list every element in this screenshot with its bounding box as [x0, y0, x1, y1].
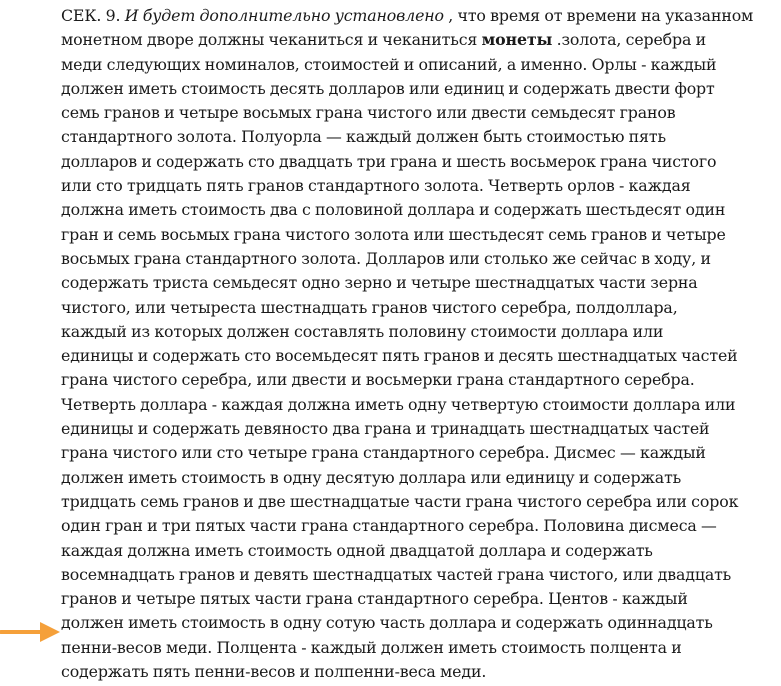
- text-line-6: стандартного золота. Полуорла — каждый должен быть стоимостью пять: [61, 127, 666, 147]
- text-line-20: должен иметь стоимость в одну десятую доллара или единицу и содержать: [61, 467, 682, 487]
- text-line-11: восьмых грана стандартного золота. Долларов или столько же сейчас в ходу, и: [61, 248, 711, 268]
- arrow-right-icon: [0, 620, 62, 644]
- line-1-rest: , что время от времени на указанном: [443, 6, 754, 25]
- line-2-rest: .золота, серебра и: [552, 30, 707, 50]
- text-line-1: [61, 4, 761, 28]
- text-line-9: должна иметь стоимость два с половиной доллара и содержать шестьдесят один: [61, 200, 726, 220]
- section-label: СЕК. 9.: [61, 6, 125, 25]
- text-line-15: единицы и содержать сто восемьдесят пять гранов и десять шестнадцатых частей: [61, 346, 738, 366]
- text-line-25: гранов и четыре пятых части грана стандартного серебра. Центов - каждый: [61, 589, 688, 609]
- text-line-27: пенни-весов меди. Полцента - каждый должен иметь стоимость полцента и: [61, 637, 682, 657]
- text-line-7: долларов и содержать сто двадцать три грана и шесть восьмерок грана чистого: [61, 151, 717, 171]
- text-line-3: меди следующих номиналов, стоимостей и описаний, а именно. Орлы - каждый: [61, 54, 717, 74]
- text-line-5: семь гранов и четыре восьмых грана чистого или двести семьдесят гранов: [61, 103, 676, 123]
- text-line-24: восемнадцать гранов и девять шестнадцатых частей грана чистого, или двадцать: [61, 564, 732, 584]
- text-line-28: содержать пять пенни-весов и полпенни-веса меди.: [61, 662, 487, 682]
- text-line-13: чистого, или четыреста шестнадцать гранов чистого серебра, полдоллара,: [61, 297, 678, 317]
- text-line-21: тридцать семь гранов и две шестнадцатые части грана чистого серебра или сорок: [61, 491, 739, 511]
- arrow-head: [40, 622, 60, 642]
- text-line-22: один гран и три пятых части грана стандартного серебра. Половина дисмеса —: [61, 516, 717, 536]
- text-line-17: Четверть доллара - каждая должна иметь одну четвертую стоимости доллара или: [61, 394, 736, 414]
- line-2-start: монетном дворе должны чеканиться и чеканиться: [61, 30, 482, 50]
- text-line-12: содержать триста семьдесят одно зерно и четыре шестнадцатых части зерна: [61, 273, 698, 293]
- text-line-16: грана чистого серебра, или двести и восьмерки грана стандартного серебра.: [61, 370, 695, 390]
- text-line-14: каждый из которых должен составлять половину стоимости доллара или: [61, 321, 664, 341]
- text-line-23: каждая должна иметь стоимость одной двадцатой доллара и содержать: [61, 540, 653, 560]
- italic-phrase: И будет дополнительно установлено: [124, 6, 444, 25]
- text-line-8: или сто тридцать пять гранов стандартного золота. Четверть орлов - каждая: [61, 176, 691, 196]
- text-line-18: единицы и содержать девяносто два грана и тринадцать шестнадцатых частей: [61, 419, 710, 439]
- text-line-10: гран и семь восьмых грана чистого золота или шестьдесят семь гранов и четыре: [61, 224, 726, 244]
- document-body: [61, 4, 761, 684]
- text-line-19: грана чистого или сто четыре грана стандартного серебра. Дисмес — каждый: [61, 443, 706, 463]
- text-line-26: должен иметь стоимость в одну сотую часть доллара и содержать одиннадцать: [61, 613, 713, 633]
- text-line-2: [61, 28, 761, 52]
- text-line-4: должен иметь стоимость десять долларов или единиц и содержать двести форт: [61, 78, 715, 98]
- bold-word: монеты: [481, 30, 553, 50]
